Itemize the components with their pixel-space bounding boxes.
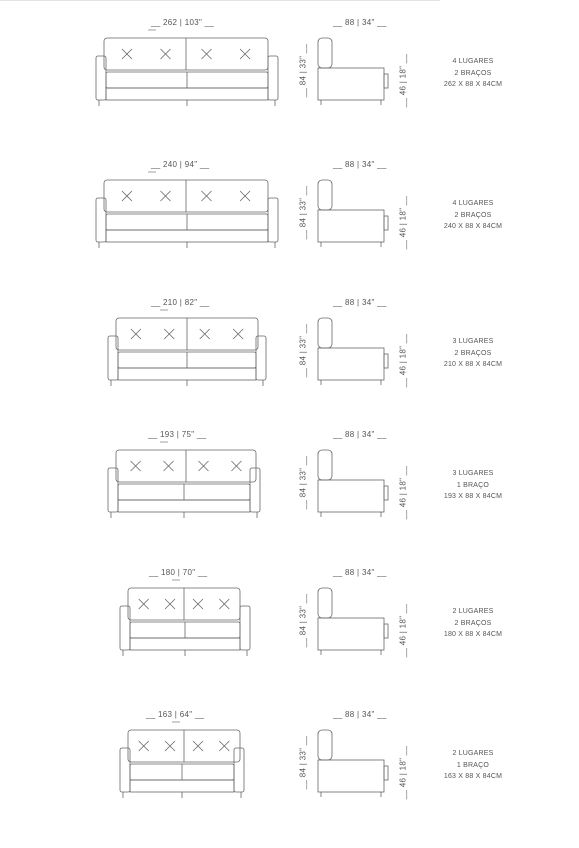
seat-height-dimension-label: __ 46 | 18" __ [398, 603, 408, 658]
spec-line: 2 LUGARES [452, 750, 494, 757]
model-spec-text [418, 606, 528, 641]
spec-line: 262 X 88 X 84CM [443, 81, 503, 88]
spec-line: 3 LUGARES [452, 338, 494, 345]
side-body [318, 618, 384, 650]
sofa-model-row [0, 710, 579, 848]
seat-height-dimension-label: __ 46 | 18" __ [398, 333, 408, 388]
spec-line: 1 BRAÇO [456, 761, 490, 769]
side-back [318, 38, 332, 68]
width-dimension-label: __ 262 | 103" __ [151, 18, 215, 27]
spec-line: 2 BRAÇOS [454, 619, 492, 627]
depth-dimension-label: __ 88 | 34" __ [333, 568, 387, 577]
sofa-base [118, 368, 256, 380]
model-spec-text [418, 198, 528, 233]
height-dimension-label: __ 84 | 33" __ [298, 185, 308, 240]
arm-left [96, 198, 106, 242]
side-body [318, 348, 384, 380]
arm-left [108, 468, 118, 512]
side-body [318, 480, 384, 512]
side-arm-front [384, 354, 388, 368]
width-dimension-label: __ 210 | 82" __ [151, 298, 210, 307]
spec-line: 2 BRAÇOS [454, 69, 492, 77]
side-arm-front [384, 624, 388, 638]
arm-right [268, 198, 278, 242]
side-back [318, 730, 332, 760]
side-back [318, 180, 332, 210]
height-dimension-label: __ 84 | 33" __ [298, 43, 308, 98]
sofa-model-row [0, 160, 579, 298]
spec-line: 1 BRAÇO [456, 481, 490, 489]
seat-height-dimension-label: __ 46 | 18" __ [398, 465, 408, 520]
depth-dimension-label: __ 88 | 34" __ [333, 18, 387, 27]
sofa-model-row [0, 430, 579, 568]
side-body [318, 760, 384, 792]
depth-dimension-label: __ 88 | 34" __ [333, 298, 387, 307]
side-arm-front [384, 766, 388, 780]
spec-line: 210 X 88 X 84CM [443, 361, 503, 368]
height-dimension-label: __ 84 | 33" __ [298, 593, 308, 648]
arm-right [240, 606, 250, 650]
model-spec-text [418, 56, 528, 91]
arm-left [120, 748, 130, 792]
depth-dimension-label: __ 88 | 34" __ [333, 160, 387, 169]
depth-dimension-label: __ 88 | 34" __ [333, 710, 387, 719]
sofa-base [130, 638, 240, 650]
seat-height-dimension-label: __ 46 | 18" __ [398, 53, 408, 108]
seat-height-dimension-label: __ 46 | 18" __ [398, 745, 408, 800]
arm-left [120, 606, 130, 650]
sofa-model-row [0, 18, 579, 156]
sofa-model-row [0, 568, 579, 706]
spec-line: 2 BRAÇOS [454, 349, 492, 357]
side-back [318, 450, 332, 480]
top-divider [0, 0, 440, 1]
spec-line: 2 LUGARES [452, 608, 494, 615]
sofa-base [130, 780, 234, 792]
spec-line: 4 LUGARES [452, 58, 494, 65]
model-spec-text [418, 468, 528, 503]
width-dimension-label: __ 193 | 75" __ [148, 430, 207, 439]
side-body [318, 210, 384, 242]
side-body [318, 68, 384, 100]
sofa-base [106, 230, 268, 242]
sofa-base [106, 88, 268, 100]
seat-height-dimension-label: __ 46 | 18" __ [398, 195, 408, 250]
height-dimension-label: __ 84 | 33" __ [298, 735, 308, 790]
side-arm-front [384, 74, 388, 88]
width-dimension-label: __ 180 | 70" __ [149, 568, 208, 577]
spec-line: 2 BRAÇOS [454, 211, 492, 219]
width-dimension-label: __ 240 | 94" __ [151, 160, 210, 169]
sofa-base [118, 500, 250, 512]
height-dimension-label: __ 84 | 33" __ [298, 323, 308, 378]
arm-right [268, 56, 278, 100]
spec-line: 3 LUGARES [452, 470, 494, 477]
width-dimension-label: __ 163 | 64" __ [146, 710, 205, 719]
spec-line: 163 X 88 X 84CM [443, 773, 503, 780]
arm-right [256, 336, 266, 380]
arm-right [250, 468, 260, 512]
arm-left [108, 336, 118, 380]
depth-dimension-label: __ 88 | 34" __ [333, 430, 387, 439]
side-arm-front [384, 486, 388, 500]
side-back [318, 318, 332, 348]
model-spec-text [418, 748, 528, 783]
spec-line: 180 X 88 X 84CM [443, 631, 503, 638]
side-back [318, 588, 332, 618]
model-spec-text [418, 336, 528, 371]
height-dimension-label: __ 84 | 33" __ [298, 455, 308, 510]
side-arm-front [384, 216, 388, 230]
spec-line: 4 LUGARES [452, 200, 494, 207]
sofa-model-row [0, 298, 579, 436]
arm-left [96, 56, 106, 100]
arm-right [234, 748, 244, 792]
spec-line: 193 X 88 X 84CM [443, 493, 503, 500]
spec-line: 240 X 88 X 84CM [443, 223, 503, 230]
